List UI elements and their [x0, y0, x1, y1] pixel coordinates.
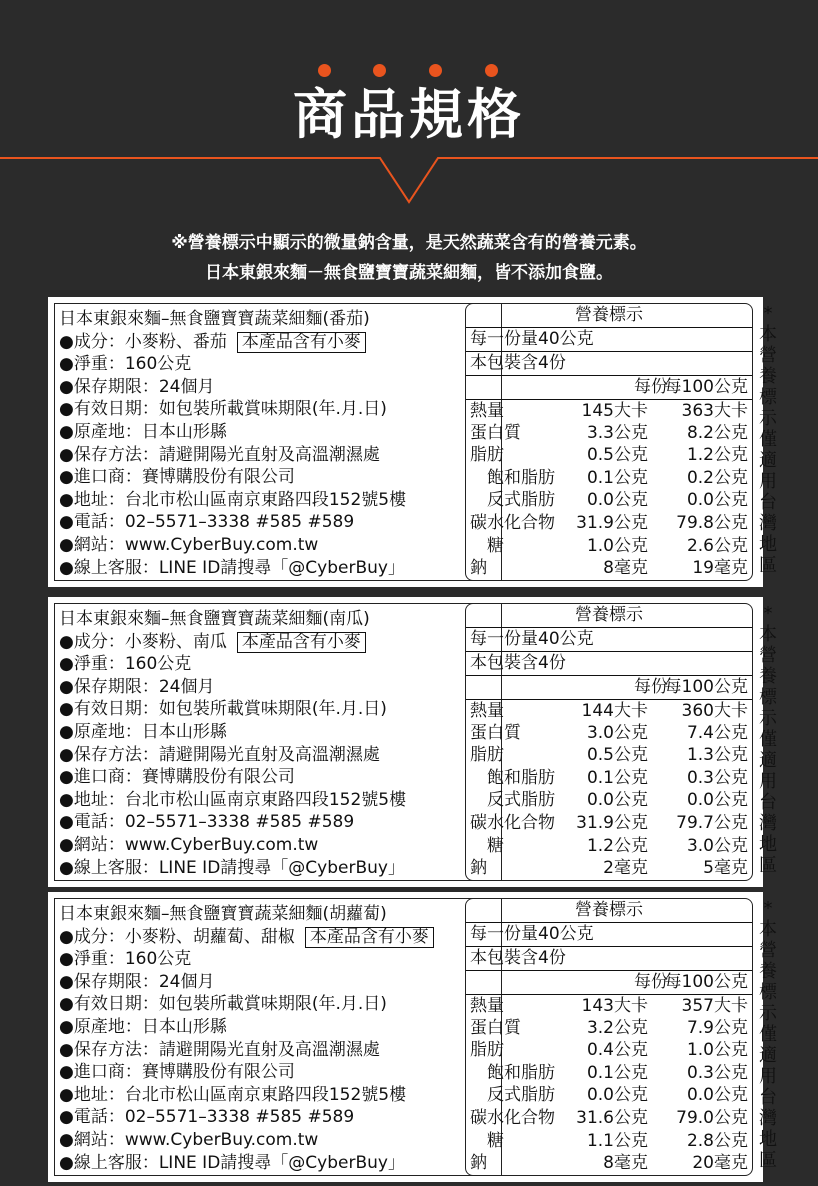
nutrition-servings: 本包裝含4份 — [466, 351, 752, 374]
nutrition-row: 反式脂肪 0.0公克 0.0公克 — [470, 790, 748, 811]
nutrition-columns: 每份 每100公克 — [466, 970, 752, 993]
nutrition-columns: 每份 每100公克 — [466, 675, 752, 698]
nutrition-row: 反式脂肪 0.0公克 0.0公克 — [470, 490, 748, 511]
nutrition-row: 飽和脂肪 0.1公克 0.3公克 — [470, 1062, 748, 1083]
info-row-website: ●網站：www.CyberBuy.com.tw — [59, 1130, 319, 1150]
ingredients-text: ●成分：小麥粉、番茄 — [59, 331, 227, 352]
nutrition-title: 營養標示 — [575, 900, 643, 920]
info-row-name: 日本東銀來麵–無食鹽寶寶蔬菜細麵(胡蘿蔔) — [59, 904, 387, 924]
nutrition-serving: 每一份量40公克 — [466, 922, 752, 945]
allergen-badge: 本產品含有小麥 — [237, 332, 366, 353]
nutrition-serving: 每一份量40公克 — [466, 327, 752, 350]
info-row-phone: ●電話：02–5571–3338 #585 #589 — [59, 812, 355, 833]
info-row-weight: ●淨重：160公克 — [59, 654, 192, 675]
info-row-ingredients — [59, 331, 366, 354]
nutrition-row: 反式脂肪 0.0公克 0.0公克 — [470, 1085, 748, 1106]
info-row-address: ●地址：台北市松山區南京東路四段152號5樓 — [59, 489, 407, 510]
info-row-service: ●線上客服：LINE ID請搜尋「@CyberBuy」 — [59, 1152, 405, 1173]
nutrition-row: 碳水化合物 31.6公克 79.0公克 — [470, 1108, 748, 1128]
nutrition-servings: 本包裝含4份 — [466, 651, 752, 674]
side-note: * 本 營 養 標 示 僅 適 用 台 灣 地 區 — [759, 303, 777, 576]
info-row-origin: ●原產地：日本山形縣 — [59, 422, 227, 442]
product-card — [48, 892, 777, 1182]
side-note: * 本 營 養 標 示 僅 適 用 台 灣 地 區 — [759, 603, 777, 876]
note-line-1: ※營養標示中顯示的微量鈉含量，是天然蔬菜含有的營養元素。 — [171, 233, 647, 253]
nutrition-row: 飽和脂肪 0.1公克 0.2公克 — [470, 467, 748, 488]
nutrition-serving: 每一份量40公克 — [466, 627, 752, 650]
info-row-shelf: ●保存期限：24個月 — [59, 971, 215, 992]
product-info — [54, 603, 502, 881]
nutrition-table — [465, 603, 753, 881]
nutrition-title: 營養標示 — [575, 605, 643, 625]
nutrition-row: 糖 1.0公克 2.6公克 — [470, 535, 748, 556]
info-row-importer: ●進口商：賽博購股份有限公司 — [59, 767, 295, 788]
nutrition-row: 鈉 8毫克 19毫克 — [470, 558, 748, 579]
info-row-importer: ●進口商：賽博購股份有限公司 — [59, 467, 295, 488]
nutrition-row: 碳水化合物 31.9公克 79.8公克 — [470, 513, 748, 533]
nutrition-row: 蛋白質 3.2公克 7.9公克 — [470, 1017, 748, 1038]
info-row-expiry: ●有效日期：如包裝所載賞味期限(年.月.日) — [59, 399, 387, 420]
info-row-origin: ●原產地：日本山形縣 — [59, 722, 227, 742]
info-row-expiry: ●有效日期：如包裝所載賞味期限(年.月.日) — [59, 699, 387, 720]
info-row-storage: ●保存方法：請避開陽光直射及高溫潮濕處 — [59, 1039, 380, 1060]
nutrition-row: 蛋白質 3.0公克 7.4公克 — [470, 722, 748, 743]
info-row-storage: ●保存方法：請避開陽光直射及高溫潮濕處 — [59, 744, 380, 765]
info-row-shelf: ●保存期限：24個月 — [59, 376, 215, 397]
info-row-origin: ●原產地：日本山形縣 — [59, 1017, 227, 1037]
info-row-name: 日本東銀來麵–無食鹽寶寶蔬菜細麵(番茄) — [59, 309, 370, 329]
info-row-phone: ●電話：02–5571–3338 #585 #589 — [59, 1107, 355, 1128]
decorative-dots — [318, 64, 498, 78]
info-row-phone: ●電話：02–5571–3338 #585 #589 — [59, 512, 355, 533]
notes — [0, 228, 818, 288]
ingredients-text: ●成分：小麥粉、胡蘿蔔、甜椒 — [59, 926, 295, 947]
info-row-expiry: ●有效日期：如包裝所載賞味期限(年.月.日) — [59, 994, 387, 1015]
nutrition-table — [465, 898, 753, 1176]
info-row-ingredients — [59, 926, 434, 949]
info-row-name: 日本東銀來麵–無食鹽寶寶蔬菜細麵(南瓜) — [59, 609, 370, 629]
nutrition-row: 蛋白質 3.3公克 8.2公克 — [470, 422, 748, 443]
info-row-service: ●線上客服：LINE ID請搜尋「@CyberBuy」 — [59, 557, 405, 578]
product-card — [48, 597, 777, 887]
product-info — [54, 898, 502, 1176]
note-line-2: 日本東銀來麵－無食鹽寶寶蔬菜細麵，皆不添加食鹽。 — [205, 263, 613, 283]
info-row-website: ●網站：www.CyberBuy.com.tw — [59, 535, 319, 555]
info-row-service: ●線上客服：LINE ID請搜尋「@CyberBuy」 — [59, 857, 405, 878]
info-row-address: ●地址：台北市松山區南京東路四段152號5樓 — [59, 1084, 407, 1105]
allergen-badge: 本產品含有小麥 — [237, 632, 366, 653]
info-row-importer: ●進口商：賽博購股份有限公司 — [59, 1062, 295, 1083]
ingredients-text: ●成分：小麥粉、南瓜 — [59, 631, 227, 652]
nutrition-servings: 本包裝含4份 — [466, 946, 752, 969]
side-note: * 本 營 養 標 示 僅 適 用 台 灣 地 區 — [759, 898, 777, 1171]
nutrition-row: 糖 1.2公克 3.0公克 — [470, 835, 748, 856]
nutrition-row: 鈉 2毫克 5毫克 — [470, 858, 748, 879]
allergen-badge: 本產品含有小麥 — [305, 927, 434, 948]
nutrition-row: 鈉 8毫克 20毫克 — [470, 1153, 748, 1174]
page-title: 商品規格 — [293, 83, 525, 146]
nutrition-table — [465, 303, 753, 581]
product-card — [48, 297, 777, 587]
nutrition-row: 脂肪 0.5公克 1.3公克 — [470, 745, 748, 766]
nutrition-row: 熱量 144大卡 360大卡 — [466, 699, 752, 722]
nutrition-row: 熱量 143大卡 357大卡 — [466, 994, 752, 1017]
nutrition-row: 脂肪 0.5公克 1.2公克 — [470, 445, 748, 466]
info-row-address: ●地址：台北市松山區南京東路四段152號5樓 — [59, 789, 407, 810]
nutrition-row: 飽和脂肪 0.1公克 0.3公克 — [470, 767, 748, 788]
nutrition-title: 營養標示 — [575, 305, 643, 325]
nutrition-columns: 每份 每100公克 — [466, 375, 752, 398]
nutrition-row: 脂肪 0.4公克 1.0公克 — [470, 1040, 748, 1061]
info-row-shelf: ●保存期限：24個月 — [59, 676, 215, 697]
red-chevron-line — [0, 140, 818, 210]
nutrition-row: 碳水化合物 31.9公克 79.7公克 — [470, 813, 748, 833]
info-row-weight: ●淨重：160公克 — [59, 354, 192, 375]
info-row-website: ●網站：www.CyberBuy.com.tw — [59, 835, 319, 855]
info-row-storage: ●保存方法：請避開陽光直射及高溫潮濕處 — [59, 444, 380, 465]
nutrition-row: 熱量 145大卡 363大卡 — [466, 399, 752, 422]
nutrition-row: 糖 1.1公克 2.8公克 — [470, 1130, 748, 1151]
info-row-ingredients — [59, 631, 366, 654]
product-info — [54, 303, 502, 581]
info-row-weight: ●淨重：160公克 — [59, 949, 192, 970]
page-header — [0, 0, 818, 210]
